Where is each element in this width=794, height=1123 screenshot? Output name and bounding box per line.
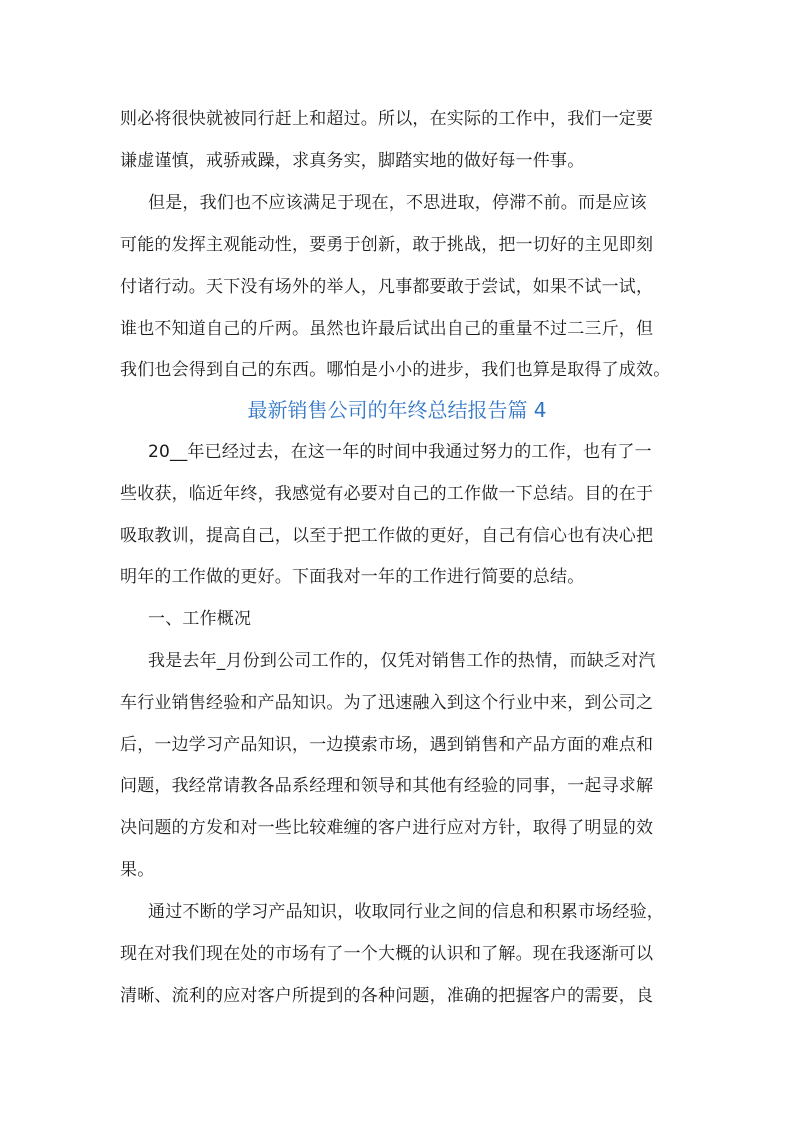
paragraph-line: 则必将很快就被同行赶上和超过。所以，在实际的工作中，我们一定要 [120, 109, 654, 129]
paragraph-line: 现在对我们现在处的市场有了一个大概的认识和了解。现在我逐渐可以 [120, 944, 654, 964]
paragraph-line: 20__年已经过去，在这一年的时间中我通过努力的工作，也有了一 [148, 442, 652, 462]
paragraph-line: 我是去年_月份到公司工作的，仅凭对销售工作的热情，而缺乏对汽 [148, 651, 656, 671]
paragraph-line: 问题，我经常请教各品系经理和领导和其他有经验的同事，一起寻求解 [120, 776, 654, 796]
paragraph-line: 谁也不知道自己的斤两。虽然也许最后试出自己的重量不过二三斤，但 [120, 319, 654, 339]
paragraph-line: 车行业销售经验和产品知识。为了迅速融入到这个行业中来，到公司之 [120, 693, 654, 713]
paragraph-line: 付诸行动。天下没有场外的举人，凡事都要敢于尝试，如果不试一试， [120, 277, 654, 297]
paragraph-line: 我们也会得到自己的东西。哪怕是小小的进步，我们也算是取得了成效。 [120, 360, 671, 380]
paragraph-line: 清晰、流利的应对客户所提到的各种问题，准确的把握客户的需要，良 [120, 986, 654, 1006]
paragraph-line: 后，一边学习产品知识，一边摸索市场，遇到销售和产品方面的难点和 [120, 735, 654, 755]
paragraph-line: 些收获，临近年终，我感觉有必要对自己的工作做一下总结。目的在于 [120, 484, 654, 504]
section-heading: 最新销售公司的年终总结报告篇 4 [247, 398, 547, 422]
paragraph-line: 决问题的方发和对一些比较难缠的客户进行应对方针，取得了明显的效 [120, 818, 654, 838]
paragraph-line: 明年的工作做的更好。下面我对一年的工作进行简要的总结。 [120, 567, 585, 587]
paragraph-line: 通过不断的学习产品知识，收取同行业之间的信息和积累市场经验， [148, 902, 664, 922]
paragraph-line: 吸取教训，提高自己，以至于把工作做的更好，自己有信心也有决心把 [120, 526, 654, 546]
paragraph-line: 谦虚谨慎，戒骄戒躁，求真务实，脚踏实地的做好每一件事。 [120, 151, 585, 171]
paragraph-line: 可能的发挥主观能动性，要勇于创新，敢于挑战，把一切好的主见即刻 [120, 235, 654, 255]
paragraph-line: 但是，我们也不应该满足于现在，不思进取，停滞不前。而是应该 [148, 193, 647, 213]
paragraph-line: 果。 [120, 860, 155, 880]
subsection-title: 一、工作概况 [148, 609, 252, 629]
